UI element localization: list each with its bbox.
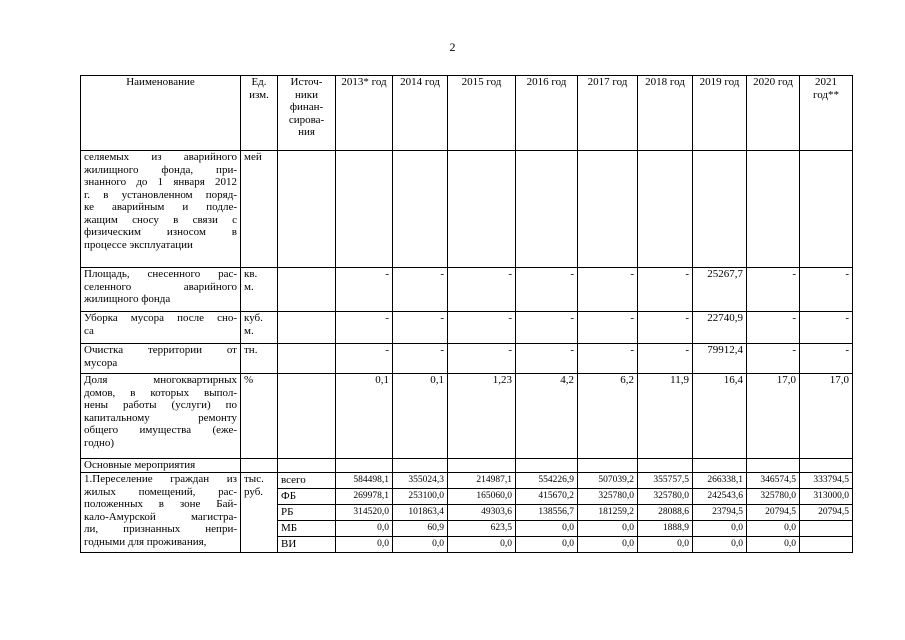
- row-name-line: Очистка территории от: [84, 344, 237, 356]
- value-cell: -: [747, 312, 800, 344]
- value-cell: -: [800, 268, 853, 312]
- row-name-line: ке аварийным и подле-: [84, 201, 237, 213]
- funding-value: 314520,0: [336, 505, 392, 521]
- funding-value: 101863,4: [393, 505, 447, 521]
- value-cell: -: [800, 312, 853, 344]
- row-name: [81, 151, 241, 268]
- empty-cell: [516, 459, 578, 473]
- value-cell: -: [448, 344, 516, 374]
- measure-name-line: положенных в зоне Бай-: [84, 498, 237, 510]
- funding-value: 313000,0: [800, 489, 852, 505]
- empty-cell: [578, 459, 638, 473]
- row-name-line: физическим износом в: [84, 226, 237, 238]
- funding-value: 415670,2: [516, 489, 577, 505]
- funding-column: [578, 473, 638, 553]
- funding-sources: [278, 473, 336, 553]
- header-year: 2014 год: [393, 76, 448, 151]
- measure-name-line: ли, признанных непри-: [84, 523, 237, 535]
- row-name-line: жилищного фонда: [84, 293, 171, 305]
- funding-value: 269978,1: [336, 489, 392, 505]
- funding-value: 0,0: [693, 521, 746, 537]
- funding-value: 0,0: [377, 539, 389, 549]
- row-name-line: жилищного фонда, при-: [84, 163, 237, 176]
- empty-cell: [747, 151, 800, 268]
- row-name-line: домов, в которых выпол-: [84, 386, 237, 399]
- funding-source-label: всего: [278, 473, 335, 489]
- empty-cell: [278, 151, 336, 268]
- funding-value: 60,9: [393, 521, 447, 537]
- empty-cell: [448, 459, 516, 473]
- funding-value: 0,0: [784, 539, 796, 549]
- empty-cell: [278, 459, 336, 473]
- funding-source-label: ВИ: [281, 538, 297, 550]
- value-cell: 22740,9: [693, 312, 747, 344]
- funding-value: 584498,1: [336, 473, 392, 489]
- value-cell: 11,9: [638, 374, 693, 459]
- header-name: Наименование: [81, 76, 241, 151]
- funding-value: 49303,6: [448, 505, 515, 521]
- row-name-line: общего имущества (еже-: [84, 424, 237, 436]
- header-year: 2019 год: [693, 76, 747, 151]
- empty-cell: [393, 151, 448, 268]
- funding-value: 242543,6: [693, 489, 746, 505]
- funding-value: 181259,2: [578, 505, 637, 521]
- empty-cell: [516, 151, 578, 268]
- source-cell: [278, 344, 336, 374]
- funding-source-label: МБ: [278, 521, 335, 537]
- source-cell: [278, 374, 336, 459]
- value-cell: 1,23: [448, 374, 516, 459]
- funding-value: 0,0: [500, 539, 512, 549]
- funding-column: [693, 473, 747, 553]
- row-name: [81, 268, 241, 312]
- row-unit-line: м.: [244, 324, 254, 337]
- funding-value: [800, 521, 852, 537]
- value-cell: -: [336, 312, 393, 344]
- funding-value: 507039,2: [578, 473, 637, 489]
- funding-value: 0,0: [336, 521, 392, 537]
- measure-name-line: годными для проживания,: [84, 535, 207, 548]
- empty-cell: [241, 459, 278, 473]
- header-year: 2021 год**: [800, 76, 853, 151]
- value-cell: 6,2: [578, 374, 638, 459]
- value-cell: -: [393, 312, 448, 344]
- funding-value: 20794,5: [747, 505, 799, 521]
- row-name-line: са: [84, 324, 94, 337]
- empty-cell: [693, 151, 747, 268]
- row-name-line: селенного аварийного: [84, 280, 237, 293]
- value-cell: -: [516, 268, 578, 312]
- row-name-line: селяемых из аварийного: [84, 151, 237, 163]
- funding-value: [800, 537, 852, 553]
- value-cell: -: [800, 344, 853, 374]
- empty-cell: [448, 151, 516, 268]
- empty-cell: [336, 459, 393, 473]
- row-name-line: мусора: [84, 356, 118, 369]
- funding-value: 355757,5: [638, 473, 692, 489]
- row-unit: [241, 312, 278, 344]
- value-cell: 17,0: [800, 374, 853, 459]
- value-cell: -: [336, 268, 393, 312]
- funding-value: 253100,0: [393, 489, 447, 505]
- row-name-line: нены работы (услуги) по: [84, 399, 237, 411]
- value-cell: 25267,7: [693, 268, 747, 312]
- row-name-line: жащим сносу в связи с: [84, 213, 237, 226]
- header-source: Источ-ники финан-сирова-ния: [278, 76, 336, 151]
- value-cell: -: [448, 268, 516, 312]
- empty-cell: [800, 151, 853, 268]
- measure-unit-line: тыс.: [244, 473, 264, 485]
- row-unit-line: тн.: [244, 344, 258, 356]
- header-year: 2020 год: [747, 76, 800, 151]
- header-year: 2018 год: [638, 76, 693, 151]
- funding-column: [393, 473, 448, 553]
- source-cell: [278, 312, 336, 344]
- header-year: 2015 год: [448, 76, 516, 151]
- funding-source-label: ФБ: [278, 489, 335, 505]
- value-cell: -: [516, 344, 578, 374]
- value-cell: -: [578, 268, 638, 312]
- page-number: 2: [449, 40, 456, 54]
- funding-column: [638, 473, 693, 553]
- funding-value: 266338,1: [693, 473, 746, 489]
- funding-value: 165060,0: [448, 489, 515, 505]
- funding-column: [516, 473, 578, 553]
- empty-cell: [638, 459, 693, 473]
- value-cell: -: [747, 268, 800, 312]
- value-cell: -: [747, 344, 800, 374]
- source-cell: [278, 268, 336, 312]
- value-cell: -: [393, 344, 448, 374]
- empty-cell: [336, 151, 393, 268]
- program-table: [80, 75, 853, 553]
- row-unit-line: %: [244, 374, 254, 386]
- value-cell: -: [336, 344, 393, 374]
- empty-cell: [638, 151, 693, 268]
- value-cell: -: [638, 268, 693, 312]
- value-cell: 17,0: [747, 374, 800, 459]
- funding-value: 0,0: [677, 539, 689, 549]
- funding-value: 554226,9: [516, 473, 577, 489]
- row-name-line: годно): [84, 436, 115, 449]
- row-name: [81, 344, 241, 374]
- value-cell: 0,1: [336, 374, 393, 459]
- value-cell: 4,2: [516, 374, 578, 459]
- row-unit: мей: [241, 151, 278, 268]
- row-name: [81, 374, 241, 459]
- funding-value: 325780,0: [747, 489, 799, 505]
- header-year: 2016 год: [516, 76, 578, 151]
- row-unit: [241, 374, 278, 459]
- measure-name-line: 1.Переселение граждан из: [84, 473, 237, 485]
- row-unit: [241, 268, 278, 312]
- value-cell: -: [516, 312, 578, 344]
- funding-value: 0,0: [747, 521, 799, 537]
- header-year: 2017 год: [578, 76, 638, 151]
- value-cell: -: [393, 268, 448, 312]
- value-cell: -: [448, 312, 516, 344]
- measure-name: [81, 473, 241, 553]
- measure-unit-line: руб.: [244, 485, 264, 498]
- measure-name-line: жилых помещений, рас-: [84, 485, 237, 498]
- row-name-line: г. в установленном поряд-: [84, 188, 237, 201]
- funding-value: 1888,9: [638, 521, 692, 537]
- row-name-line: Площадь, снесенного рас-: [84, 268, 237, 280]
- funding-value: 0,0: [622, 539, 634, 549]
- funding-value: 0,0: [578, 521, 637, 537]
- funding-value: 0,0: [562, 539, 574, 549]
- row-name-line: знанного до 1 января 2012: [84, 176, 237, 188]
- funding-value: 325780,0: [578, 489, 637, 505]
- header-unit: Ед. изм.: [241, 76, 278, 151]
- funding-value: 623,5: [448, 521, 515, 537]
- empty-cell: [693, 459, 747, 473]
- funding-value: 23794,5: [693, 505, 746, 521]
- funding-value: 0,0: [516, 521, 577, 537]
- value-cell: 16,4: [693, 374, 747, 459]
- row-unit: [241, 344, 278, 374]
- section-title: Основные мероприятия: [81, 459, 241, 473]
- funding-value: 28088,6: [638, 505, 692, 521]
- value-cell: -: [578, 312, 638, 344]
- header-year: 2013* год: [336, 76, 393, 151]
- row-unit-line: кв.: [244, 268, 258, 280]
- funding-column: [747, 473, 800, 553]
- value-cell: -: [638, 312, 693, 344]
- funding-value: 325780,0: [638, 489, 692, 505]
- row-name-line: процессе эксплуатации: [84, 238, 193, 251]
- value-cell: -: [638, 344, 693, 374]
- funding-value: 138556,7: [516, 505, 577, 521]
- measure-name-line: кало-Амурской магистра-: [84, 510, 237, 523]
- funding-value: 0,0: [432, 539, 444, 549]
- funding-column: [336, 473, 393, 553]
- row-name-line: капитальному ремонту: [84, 411, 237, 424]
- value-cell: -: [578, 344, 638, 374]
- row-name-line: Доля многоквартирных: [84, 374, 237, 386]
- row-unit-line: м.: [244, 280, 254, 293]
- funding-value: 333794,5: [800, 473, 852, 489]
- empty-cell: [393, 459, 448, 473]
- value-cell: 0,1: [393, 374, 448, 459]
- measure-unit: [241, 473, 278, 553]
- empty-cell: [578, 151, 638, 268]
- value-cell: 79912,4: [693, 344, 747, 374]
- row-name: [81, 312, 241, 344]
- funding-value: 20794,5: [800, 505, 852, 521]
- row-unit-line: куб.: [244, 312, 263, 324]
- funding-source-label: РБ: [278, 505, 335, 521]
- funding-column: [800, 473, 853, 553]
- funding-value: 346574,5: [747, 473, 799, 489]
- empty-cell: [800, 459, 853, 473]
- funding-column: [448, 473, 516, 553]
- row-name-line: Уборка мусора после сно-: [84, 312, 237, 324]
- funding-value: 214987,1: [448, 473, 515, 489]
- funding-value: 0,0: [731, 539, 743, 549]
- funding-value: 355024,3: [393, 473, 447, 489]
- empty-cell: [747, 459, 800, 473]
